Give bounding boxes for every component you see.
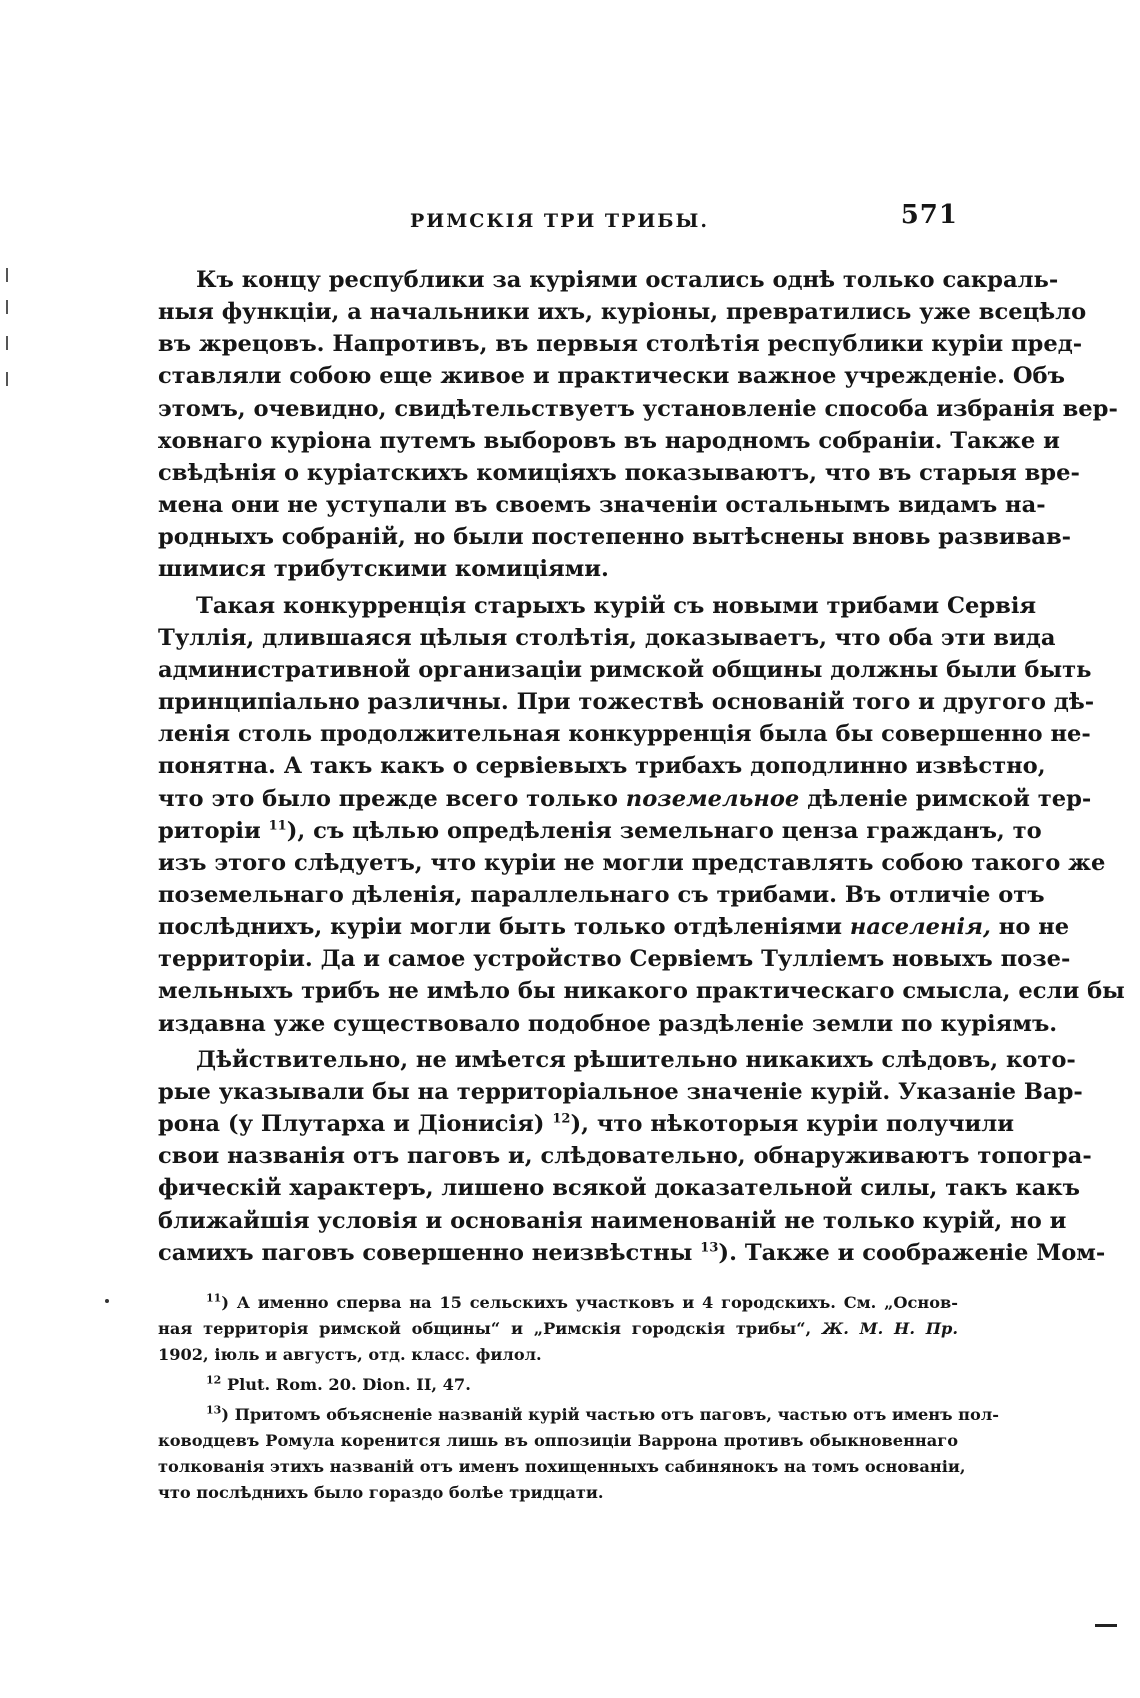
text-line: [158, 815, 1042, 847]
text-line: родныхъ собраній, но были постепенно вытѣснены вновь развивав-: [158, 524, 1072, 551]
text-run: рона (у Плутарха и Діонисія): [158, 1111, 545, 1138]
journal-abbrev: Ж. М. Н. Пр.: [822, 1319, 959, 1338]
text-line: шимися трибутскими комиціями.: [158, 556, 609, 583]
text-line: ховнаго куріона путемъ выборовъ въ народномъ собраніи. Также и: [158, 427, 1060, 454]
italic-term: поземельное: [625, 785, 800, 812]
text-line: этомъ, очевидно, свидѣтельствуетъ установленіе способа избранія вер-: [158, 395, 1118, 422]
footnote-line: [158, 1316, 958, 1342]
text-line: Туллія, длившаяся цѣлыя столѣтія, доказываетъ, что оба эти вида: [158, 624, 1056, 651]
edge-mark: [1095, 1624, 1117, 1627]
text-line: въ жрецовъ. Напротивъ, въ первыя столѣтія республики куріи пред-: [158, 331, 1083, 358]
text-line: фическій характеръ, лишено всякой доказательной силы, такъ какъ: [158, 1175, 1080, 1202]
italic-term: населенія,: [849, 914, 991, 941]
margin-mark: [6, 268, 8, 282]
text-line: Къ концу республики за куріями остались однѣ только сакраль-: [196, 267, 1059, 293]
text-run: самихъ паговъ совершенно неизвѣстны: [158, 1239, 693, 1266]
footnotes: [158, 1290, 999, 1506]
text-line: понятна. А такъ какъ о сервіевыхъ трибахъ доподлинно извѣстно,: [158, 753, 1046, 780]
text-run: риторіи: [158, 817, 261, 844]
text-line: поземельнаго дѣленія, параллельнаго съ трибами. Въ отличіе отъ: [158, 881, 1045, 908]
paragraph-3: [158, 1044, 1106, 1269]
text-run: ), что нѣкоторыя куріи получили: [570, 1111, 1014, 1138]
text-line: рые указывали бы на территоріальное значеніе курій. Указаніе Вар-: [158, 1078, 1083, 1105]
footnote-ref[interactable]: 13: [700, 1240, 719, 1256]
footnote-line: ководцевъ Ромула коренится лишь въ оппозиціи Варрона противъ обыкновеннаго: [158, 1431, 958, 1450]
text-line: территоріи. Да и самое устройство Сервіемъ Тулліемъ новыхъ позе-: [158, 946, 1071, 973]
footnote-line: 1902, іюль и августъ, отд. класс. филол.: [158, 1345, 542, 1364]
text-run: ). Также и соображеніе Мом-: [718, 1239, 1106, 1266]
text-line: свѣдѣнія о куріатскихъ комиціяхъ показываютъ, что въ старыя вре-: [158, 459, 1080, 486]
text-run: Plut. Rom. 20. Dion. II, 47.: [221, 1375, 471, 1394]
text-run: дѣленіе римской тер-: [807, 785, 1092, 812]
footnote-line: [158, 1402, 999, 1428]
text-run: но не: [998, 914, 1070, 941]
text-line: ныя функціи, а начальники ихъ, куріоны, превратились уже всецѣло: [158, 299, 1087, 326]
text-line: принципіально различны. При тожествѣ основаній того и другого дѣ-: [158, 689, 1095, 716]
text-line: [158, 1108, 1014, 1140]
text-line: свои названія отъ паговъ и, слѣдовательно, обнаруживаютъ топогра-: [158, 1143, 1092, 1170]
text-line: мена они не уступали въ своемъ значеніи остальнымъ видамъ на-: [158, 492, 1046, 519]
text-line: [158, 783, 1092, 815]
text-run: ) А именно сперва на 15 сельскихъ участковъ и 4 городскихъ. См. „Основ-: [221, 1293, 958, 1312]
text-line: [158, 911, 1070, 943]
text-line: ленія столь продолжительная конкурренція была бы совершенно не-: [158, 721, 1091, 748]
footnote-11: [158, 1290, 958, 1368]
paragraph-2: [158, 590, 1125, 1040]
footnote-12: [158, 1372, 958, 1398]
text-line: изъ этого слѣдуетъ, что куріи не могли представлять собою такого же: [158, 849, 1106, 876]
margin-mark: [6, 372, 8, 386]
footnote-mark: 12: [206, 1373, 222, 1387]
page-header: [158, 200, 958, 240]
page-number: 571: [900, 200, 958, 230]
text-line: мельныхъ трибъ не имѣло бы никакого практическаго смысла, если бы: [158, 978, 1125, 1005]
text-line: ставляли собою еще живое и практически важное учрежденіе. Объ: [158, 363, 1065, 390]
footnote-line: что послѣднихъ было гораздо болѣе тридцати.: [158, 1483, 604, 1502]
running-title: РИМСКІЯ ТРИ ТРИБЫ.: [410, 210, 709, 232]
text-run: что это было прежде всего только: [158, 785, 618, 812]
footnote-line: толкованія этихъ названій отъ именъ похищенныхъ сабинянокъ на томъ основаніи,: [158, 1457, 966, 1476]
text-line: ближайшія условія и основанія наименованій не только курій, но и: [158, 1207, 1067, 1234]
text-line: [158, 1237, 1106, 1269]
footnote-13: [158, 1402, 999, 1506]
text-run: послѣднихъ, куріи могли быть только отдѣленіями: [158, 914, 842, 941]
footnote-ref[interactable]: 11: [268, 818, 287, 834]
footnote-mark: 13: [206, 1403, 222, 1417]
margin-dot: [105, 1299, 109, 1303]
body-text: [158, 264, 1125, 1269]
footnote-line: [158, 1290, 958, 1316]
footnote-mark: 11: [206, 1291, 222, 1305]
text-line: издавна уже существовало подобное раздѣленіе земли по куріямъ.: [158, 1010, 1058, 1037]
text-run: ная территорія римской общины“ и „Римскія городскія трибы“,: [158, 1319, 812, 1338]
paragraph-1: [158, 264, 1118, 586]
text-line: Такая конкурренція старыхъ курій съ новыми трибами Сервія: [196, 592, 1037, 619]
text-line: Дѣйствительно, не имѣется рѣшительно никакихъ слѣдовъ, кото-: [196, 1046, 1076, 1073]
text-line: административной организаціи римской общины должны были быть: [158, 656, 1092, 683]
margin-mark: [6, 336, 8, 350]
footnote-ref[interactable]: 12: [552, 1111, 571, 1127]
text-run: ), съ цѣлью опредѣленія земельнаго ценза гражданъ, то: [286, 817, 1042, 844]
text-run: ) Притомъ объясненіе названій курій частью отъ паговъ, частью отъ именъ пол-: [221, 1405, 999, 1424]
margin-mark: [6, 300, 8, 314]
footnote-line: [158, 1372, 958, 1398]
